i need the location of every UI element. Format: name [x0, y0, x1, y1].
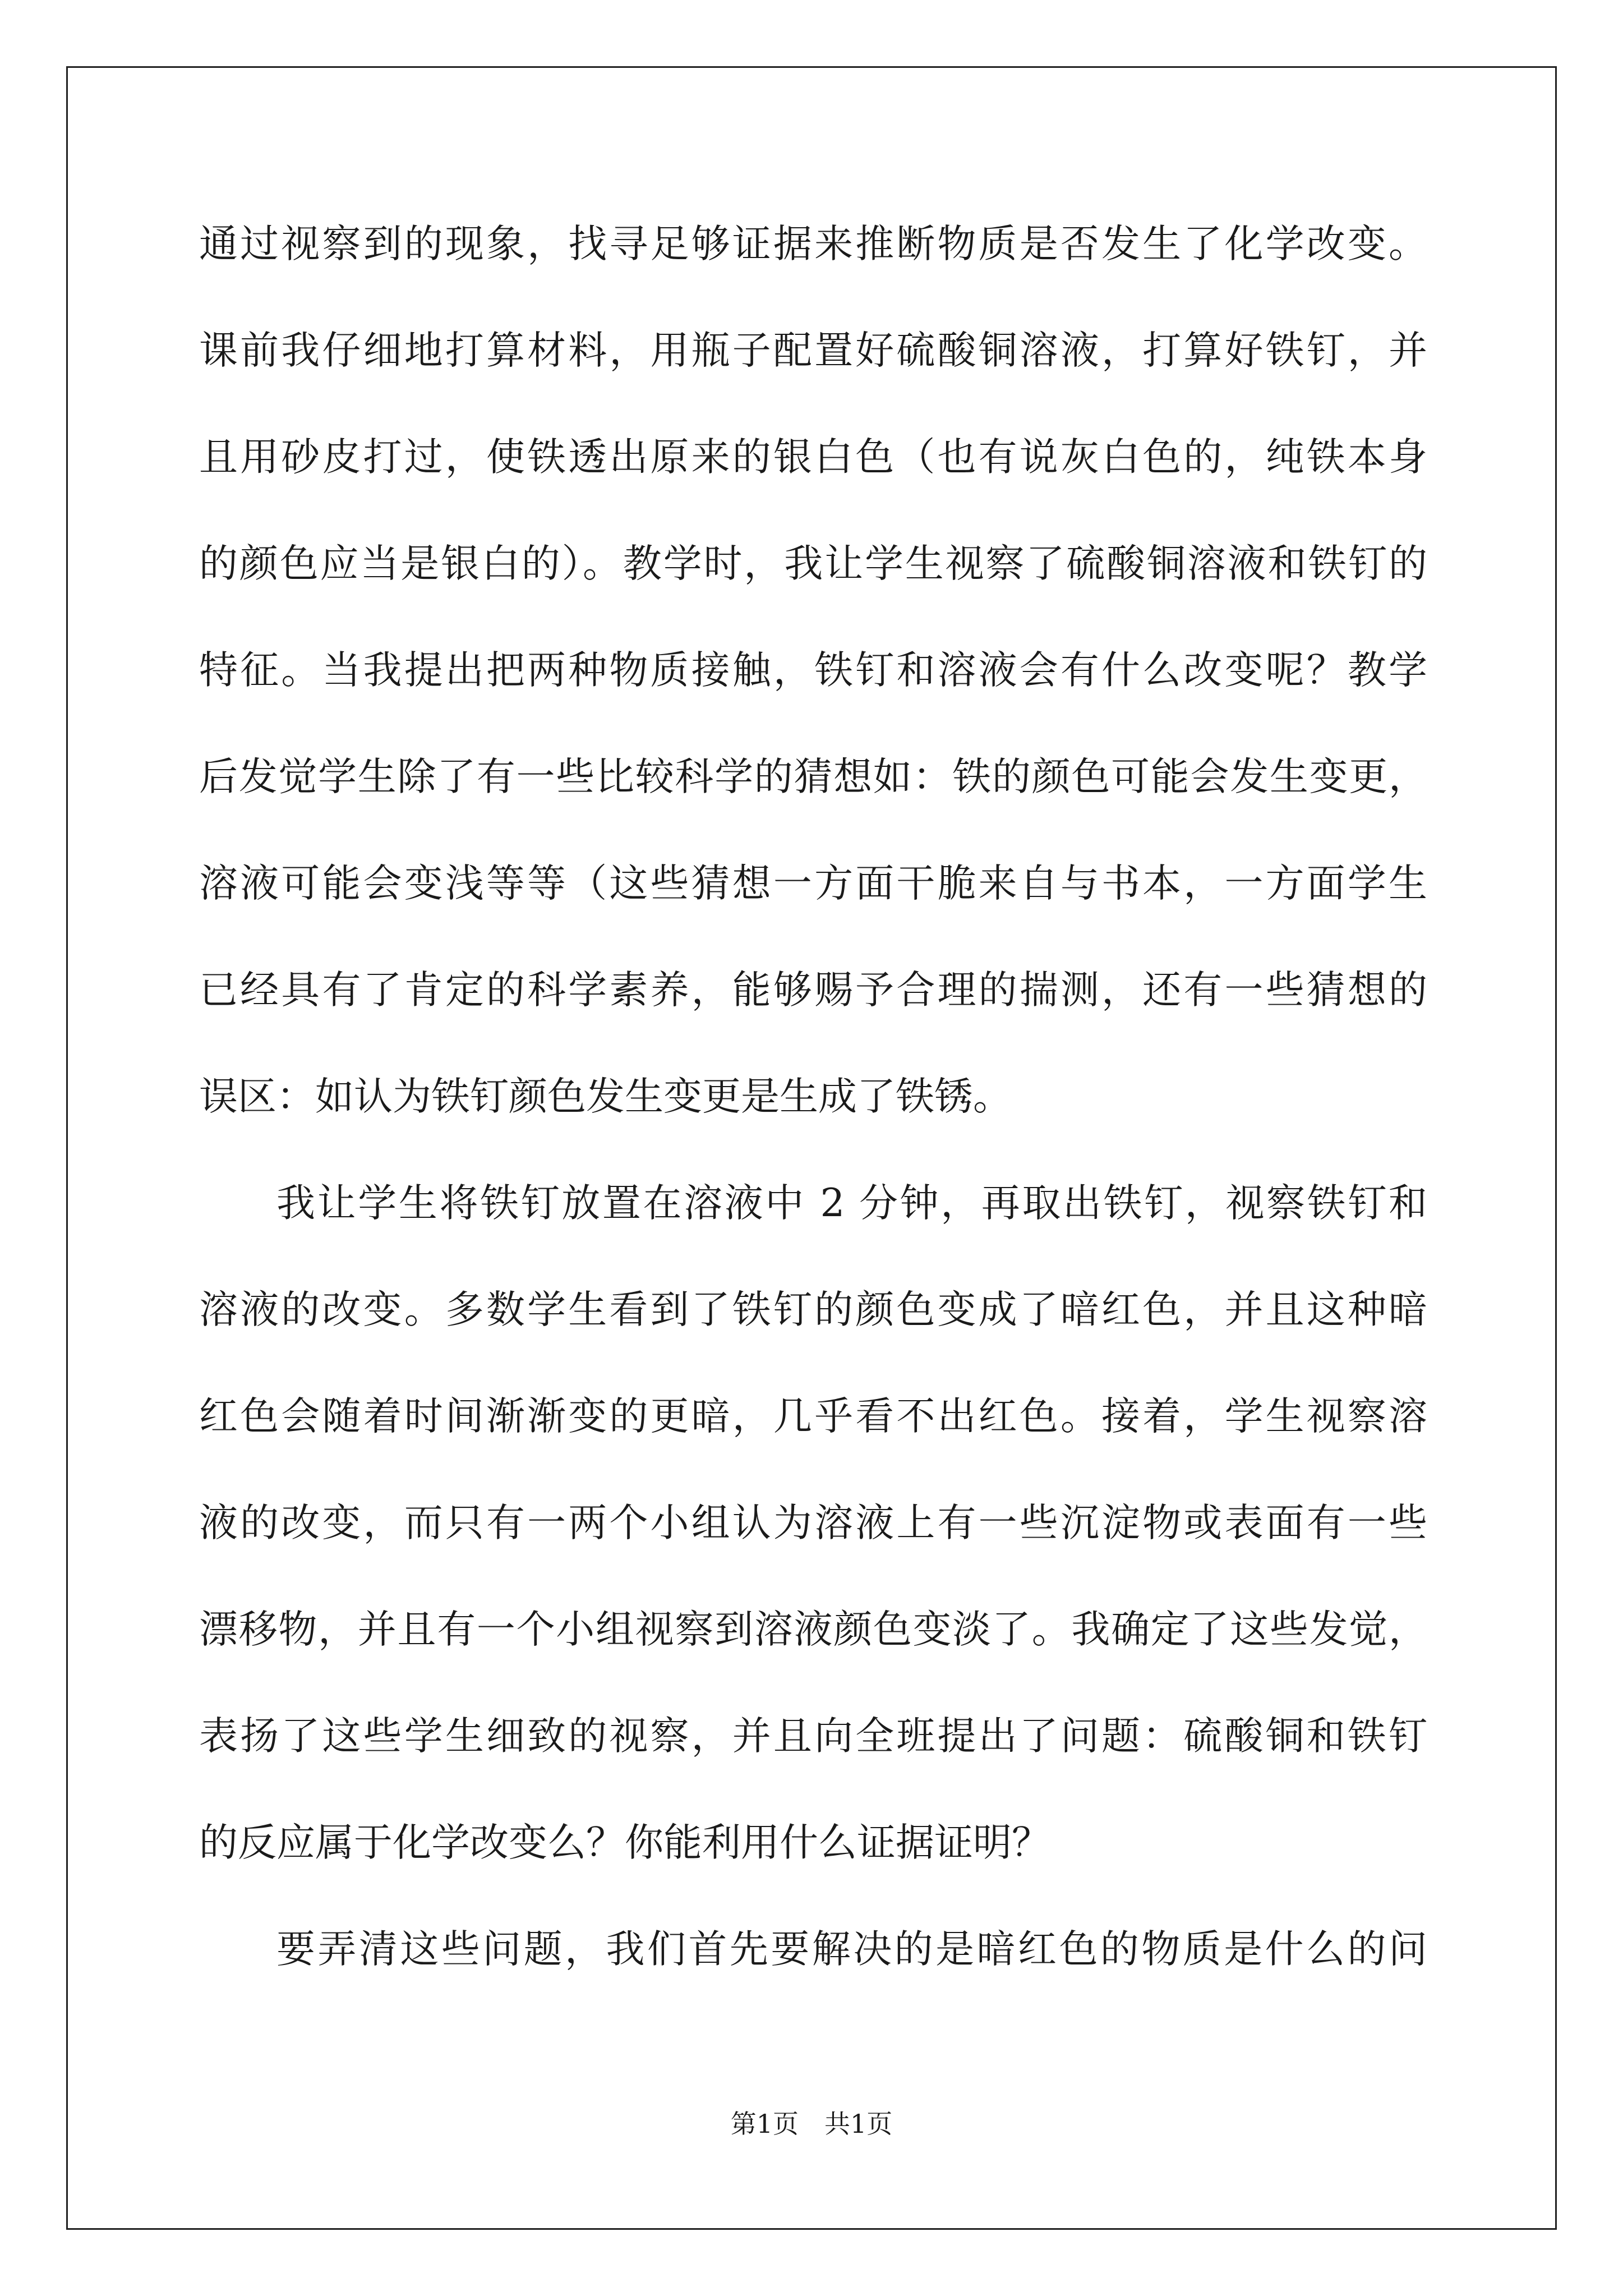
text-line: 误区：如认为铁钉颜色发生变更是生成了铁锈。 — [199, 1074, 1012, 1119]
text-line: 课前我仔细地打算材料，用瓶子配置好硫酸铜溶液，打算好铁钉，并 — [199, 328, 1427, 373]
document-body — [199, 191, 1427, 2003]
text-line: 溶液可能会变浅等等（这些猜想一方面干脆来自与书本，一方面学生 — [199, 861, 1427, 906]
text-line: 红色会随着时间渐渐变的更暗，几乎看不出红色。接着，学生视察溶 — [199, 1394, 1427, 1439]
text-line: 表扬了这些学生细致的视察，并且向全班提出了问题：硫酸铜和铁钉 — [199, 1714, 1427, 1759]
page-total: 共1页 — [824, 2109, 893, 2139]
text-line: 漂移物，并且有一个小组视察到溶液颜色变淡了。我确定了这些发觉， — [199, 1607, 1427, 1652]
page-footer — [0, 2104, 1623, 2141]
text-line: 溶液的改变。多数学生看到了铁钉的颜色变成了暗红色，并且这种暗 — [199, 1287, 1427, 1332]
text-line: 的颜色应当是银白的）。教学时，我让学生视察了硫酸铜溶液和铁钉的 — [199, 541, 1427, 586]
text-line: 特征。当我提出把两种物质接触，铁钉和溶液会有什么改变呢？教学 — [199, 648, 1427, 693]
page-number: 第1页 — [730, 2109, 799, 2139]
text-line: 要弄清这些问题，我们首先要解决的是暗红色的物质是什么的问 — [276, 1927, 1427, 1972]
text-line: 已经具有了肯定的科学素养，能够赐予合理的揣测，还有一些猜想的 — [199, 968, 1427, 1013]
text-line: 的反应属于化学改变么？你能利用什么证据证明？ — [199, 1820, 1050, 1865]
text-line: 后发觉学生除了有一些比较科学的猜想如：铁的颜色可能会发生变更， — [199, 754, 1427, 799]
text-line: 我让学生将铁钉放置在溶液中 2 分钟，再取出铁钉，视察铁钉和 — [276, 1181, 1427, 1226]
text-line: 且用砂皮打过，使铁透出原来的银白色（也有说灰白色的，纯铁本身 — [199, 435, 1427, 480]
text-line: 液的改变，而只有一两个小组认为溶液上有一些沉淀物或表面有一些 — [199, 1501, 1427, 1545]
text-line: 通过视察到的现象，找寻足够证据来推断物质是否发生了化学改变。 — [199, 222, 1427, 266]
